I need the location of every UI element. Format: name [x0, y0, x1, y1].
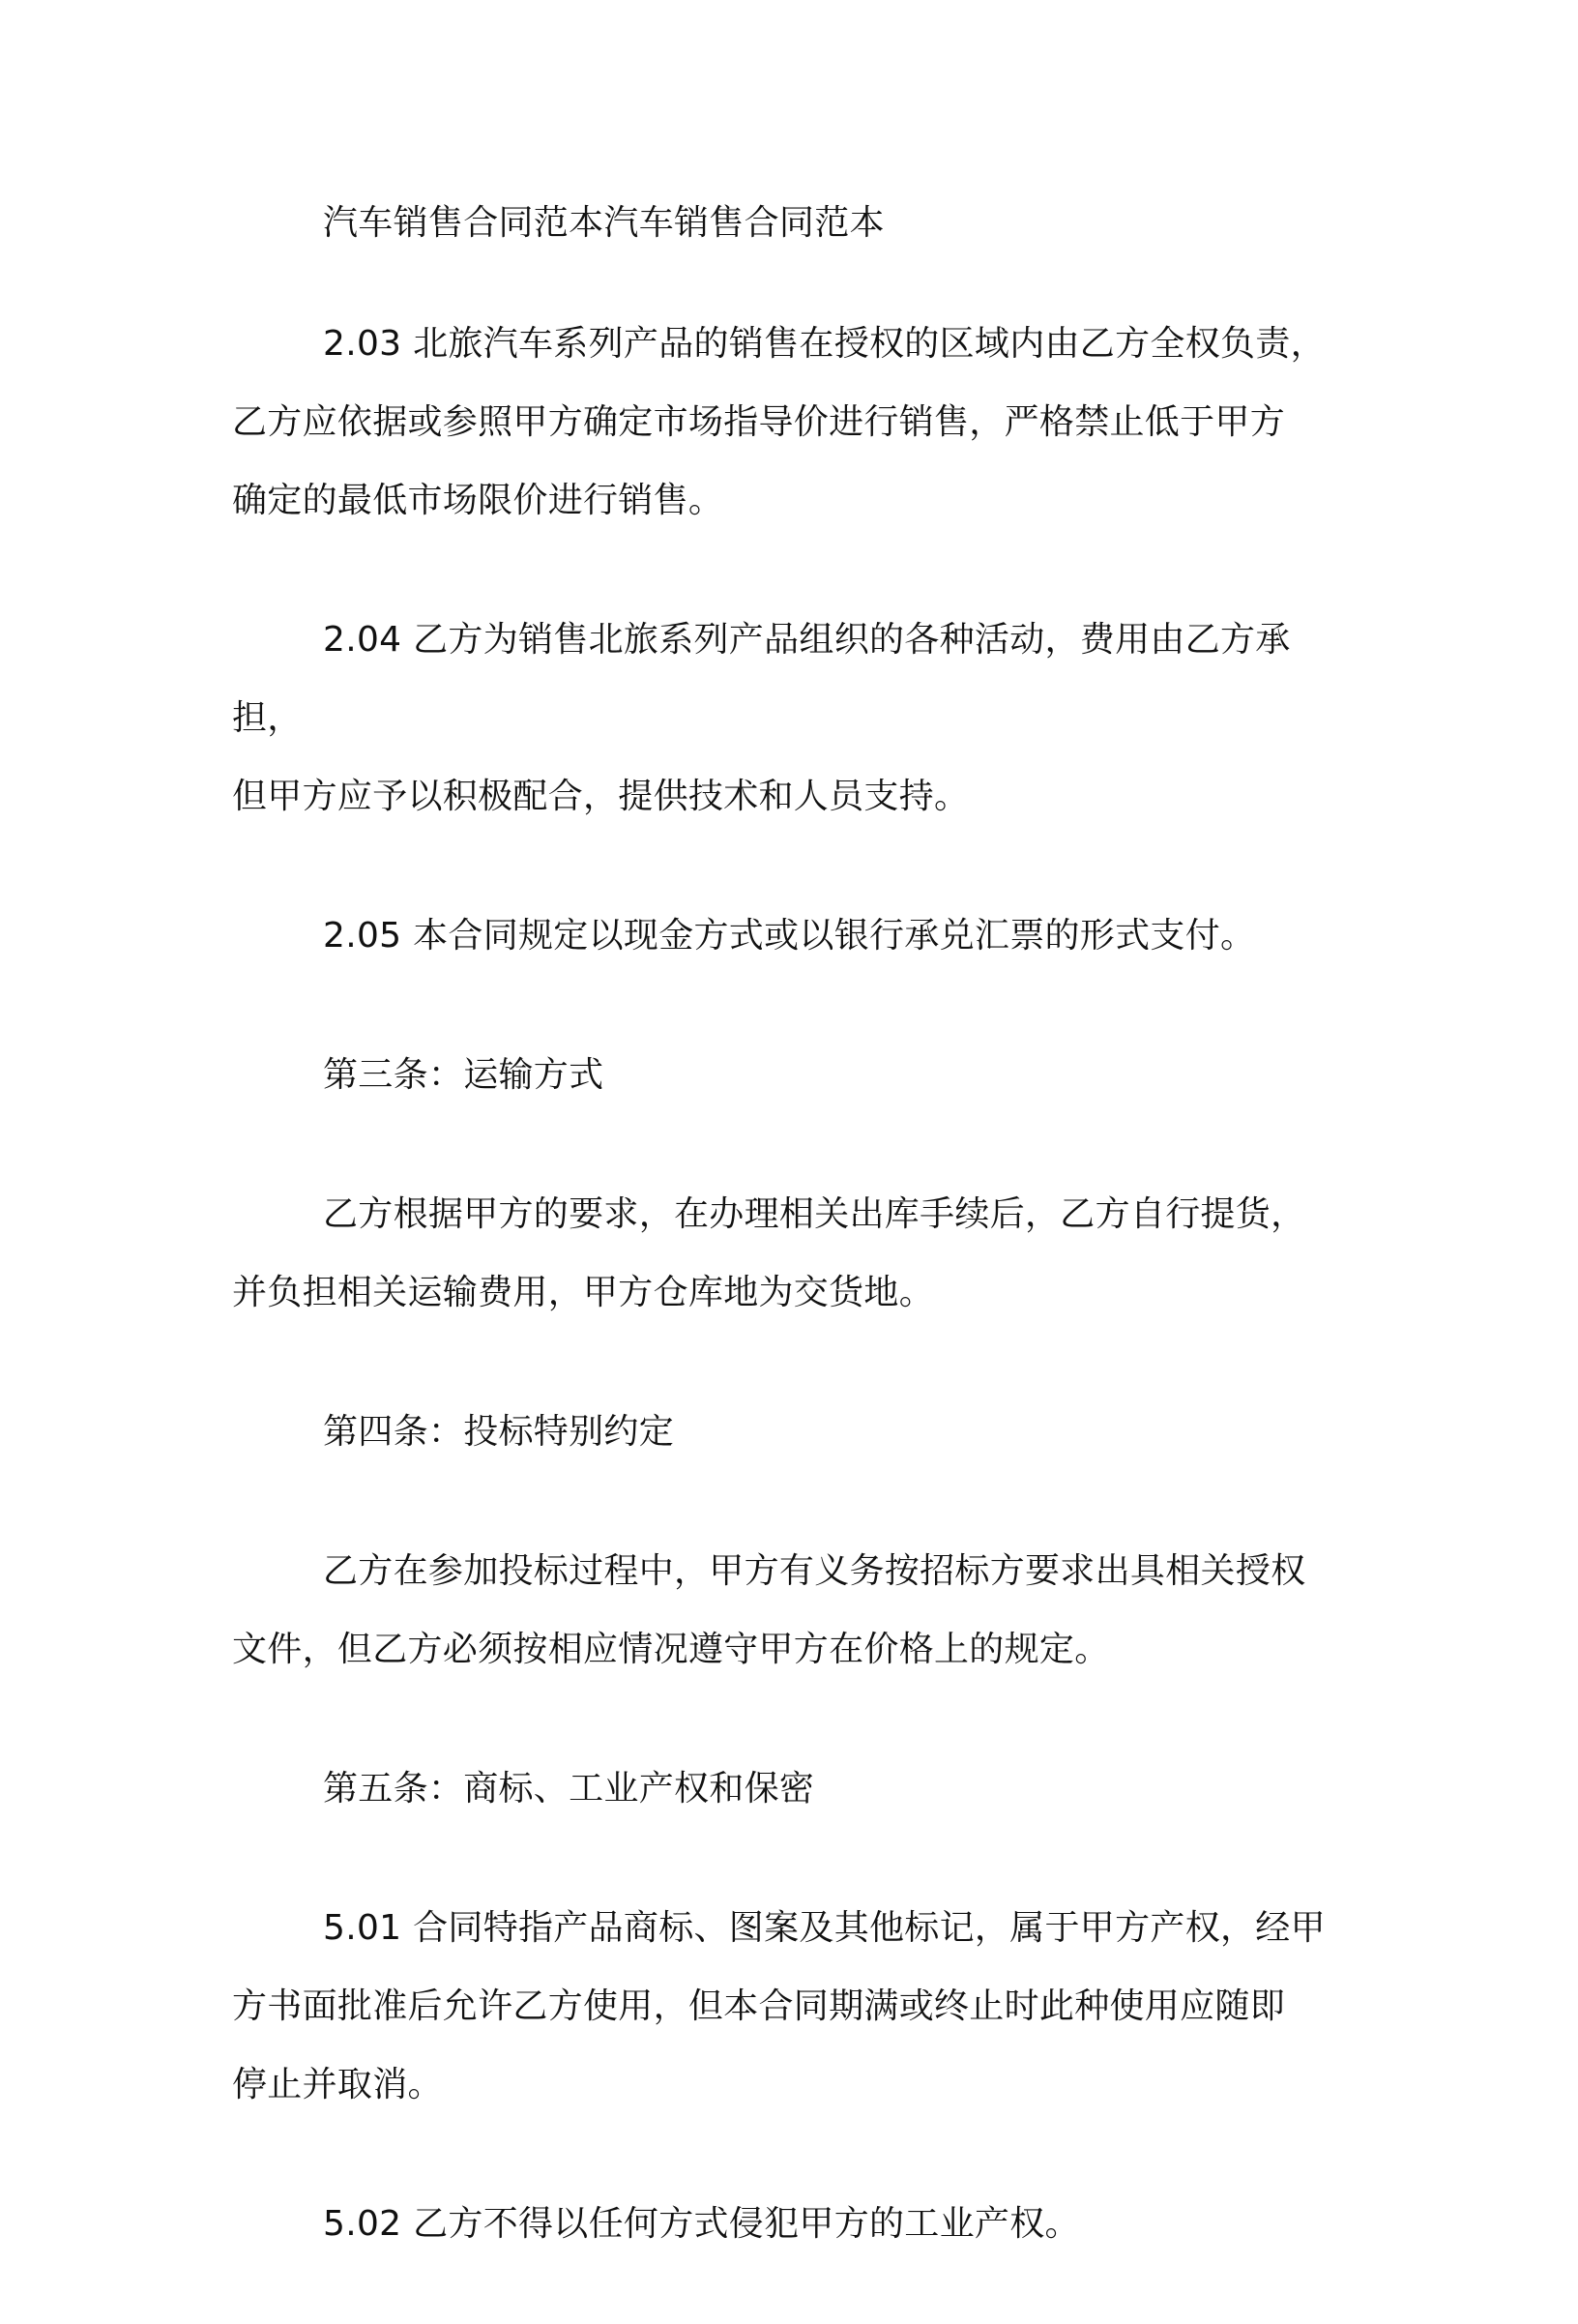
article-3-heading-line: 第三条：运输方式 [323, 1055, 604, 1095]
article-5-heading [232, 1750, 1354, 1828]
clause-2-03-line-3: 确定的最低市场限价进行销售。 [232, 481, 724, 520]
document-title [232, 184, 1354, 262]
clause-2-05-line-1: 2.05 本合同规定以现金方式或以银行承兑汇票的形式支付。 [323, 916, 1256, 956]
article-3-heading [232, 1036, 1354, 1114]
clause-2-03-line-1: 2.03 北旅汽车系列产品的销售在授权的区域内由乙方全权负责， [323, 324, 1326, 364]
clause-5-02 [232, 2185, 1354, 2263]
article-3-body [232, 1175, 1354, 1332]
clause-5-01-line-1: 5.01 合同特指产品商标、图案及其他标记，属于甲方产权，经甲 [323, 1908, 1326, 1948]
clause-2-03-line-2: 乙方应依据或参照甲方确定市场指导价进行销售，严格禁止低于甲方 [232, 402, 1286, 442]
clause-2-04 [232, 601, 1354, 836]
clause-2-03 [232, 305, 1354, 540]
clause-5-01 [232, 1889, 1354, 2124]
article-5-heading-line: 第五条：商标、工业产权和保密 [323, 1769, 815, 1809]
article-4-heading [232, 1393, 1354, 1471]
clause-5-01-line-3: 停止并取消。 [232, 2065, 443, 2104]
article-4-heading-line: 第四条：投标特别约定 [323, 1412, 675, 1452]
clause-5-01-line-2: 方书面批准后允许乙方使用，但本合同期满或终止时此种使用应随即 [232, 1986, 1286, 2026]
article-4-body-line-1: 乙方在参加投标过程中，甲方有义务按招标方要求出具相关授权 [323, 1551, 1306, 1591]
clause-2-04-line-2: 但甲方应予以积极配合，提供技术和人员支持。 [232, 777, 970, 816]
clause-2-05 [232, 897, 1354, 975]
article-4-body-line-2: 文件，但乙方必须按相应情况遵守甲方在价格上的规定。 [232, 1630, 1110, 1669]
document-content [232, 184, 1354, 2324]
article-4-body [232, 1532, 1354, 1689]
clause-5-02-line-1: 5.02 乙方不得以任何方式侵犯甲方的工业产权。 [323, 2204, 1080, 2244]
article-3-body-line-2: 并负担相关运输费用，甲方仓库地为交货地。 [232, 1273, 935, 1312]
article-3-body-line-1: 乙方根据甲方的要求，在办理相关出库手续后，乙方自行提货， [323, 1194, 1306, 1234]
title-line: 汽车销售合同范本汽车销售合同范本 [323, 203, 885, 243]
clause-2-04-line-1: 2.04 乙方为销售北旅系列产品组织的各种活动，费用由乙方承担， [232, 620, 1291, 738]
